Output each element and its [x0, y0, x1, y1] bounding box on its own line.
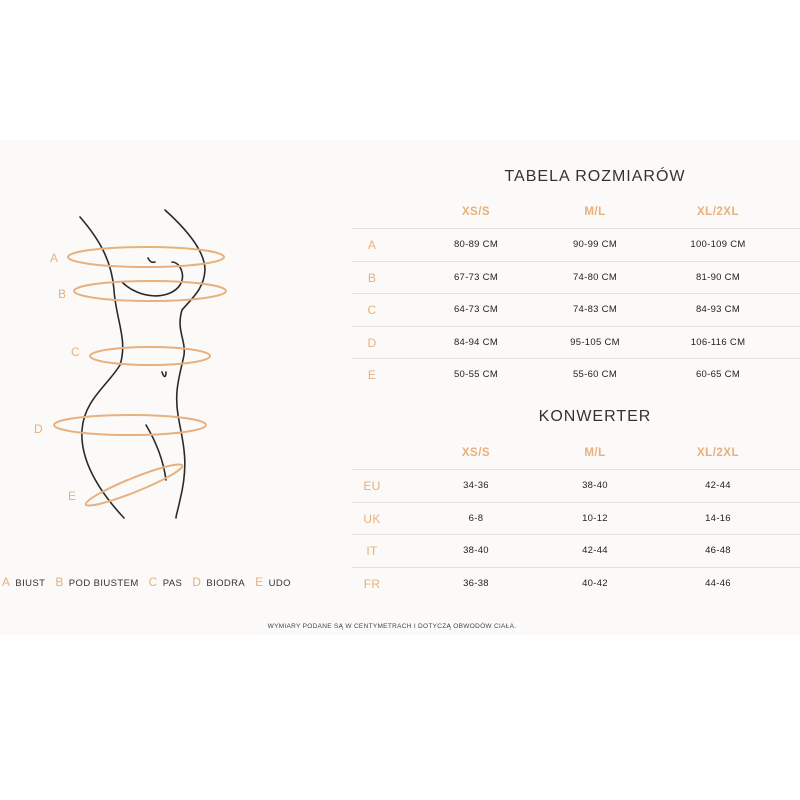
table-row: D 84-94 CM 95-105 CM 106-116 CM [352, 326, 800, 359]
legend-item-c: C PAS [148, 575, 183, 589]
table-row: C 64-73 CM 74-83 CM 84-93 CM [352, 293, 800, 326]
header-xs-s: XS/S [461, 447, 491, 459]
converter-table [352, 441, 800, 599]
ring-b [74, 281, 226, 301]
table-row: B 67-73 CM 74-80 CM 81-90 CM [352, 261, 800, 294]
ring-label-a: A [50, 251, 59, 265]
measurement-legend [2, 575, 301, 589]
size-table-title: TABELA ROZMIARÓW [504, 168, 686, 185]
table-row: A 80-89 CM 90-99 CM 100-109 CM [352, 228, 800, 261]
ring-c [90, 347, 210, 365]
size-table [352, 200, 800, 391]
ring-label-e: E [68, 489, 77, 503]
size-table-header [352, 200, 800, 228]
footnote: WYMIARY PODANE SĄ W CENTYMETRACH I DOTYCZĄ OBWODÓW CIAŁA. [267, 623, 517, 630]
legend-item-d: D BIODRA [192, 575, 246, 589]
header-m-l: M/L [584, 447, 606, 459]
table-row: UK 6-8 10-12 14-16 [352, 502, 800, 535]
header-xl-2xl: XL/2XL [697, 447, 739, 459]
ring-labels [34, 251, 80, 503]
ring-a [68, 247, 224, 267]
table-row: E 50-55 CM 55-60 CM 60-65 CM [352, 358, 800, 391]
ring-d [54, 415, 206, 435]
converter-title: KONWERTER [538, 408, 652, 425]
legend-item-a: A BIUST [2, 575, 46, 589]
ring-label-c: C [71, 345, 80, 359]
table-row: FR 36-38 40-42 44-46 [352, 567, 800, 600]
header-xl-2xl: XL/2XL [697, 206, 739, 218]
converter-table-header [352, 441, 800, 469]
ring-label-b: B [58, 287, 67, 301]
legend-item-e: E UDO [255, 575, 291, 589]
table-row: EU 34-36 38-40 42-44 [352, 469, 800, 502]
ring-label-d: D [34, 422, 43, 436]
header-xs-s: XS/S [461, 206, 491, 218]
legend-item-b: B POD BIUSTEM [55, 575, 139, 589]
header-m-l: M/L [584, 206, 606, 218]
table-row: IT 38-40 42-44 46-48 [352, 534, 800, 567]
